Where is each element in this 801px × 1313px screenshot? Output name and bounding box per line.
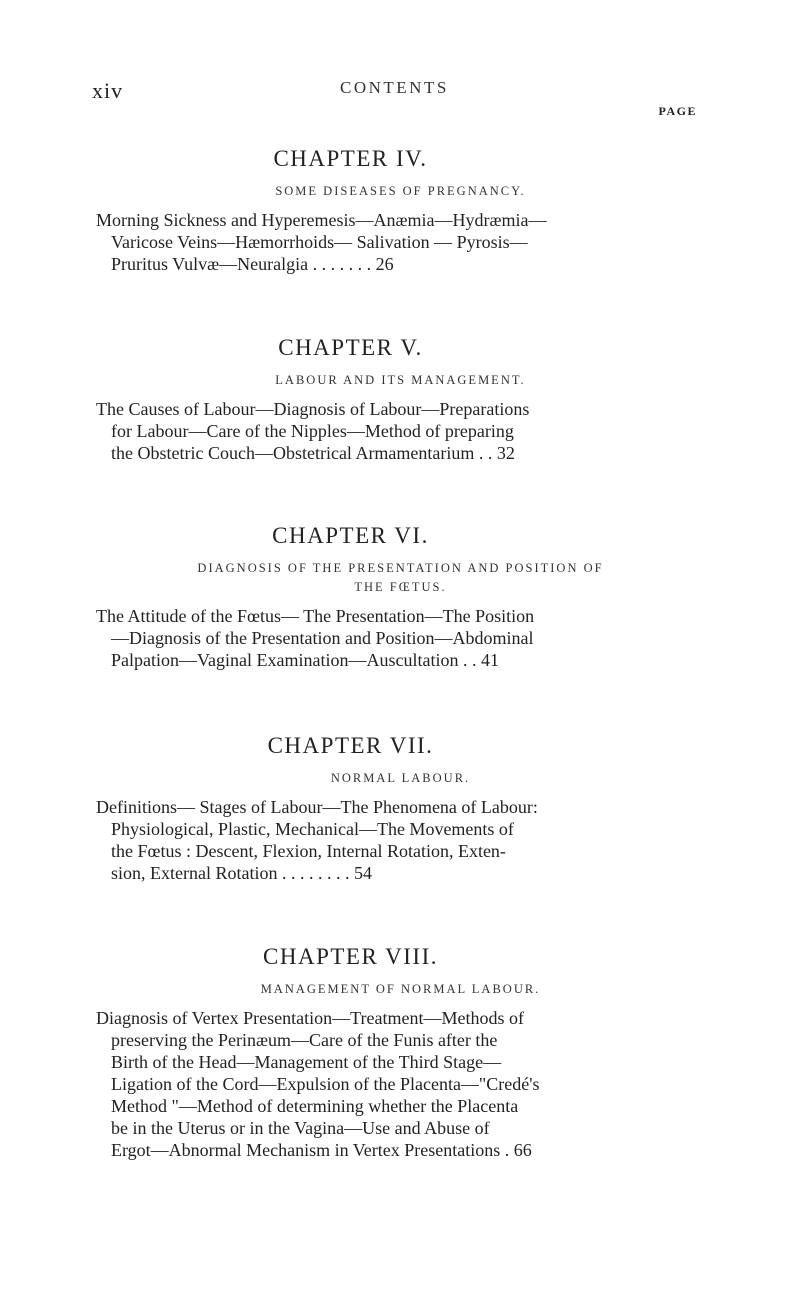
- chapter-subtitle: DIAGNOSIS OF THE PRESENTATION AND POSITION OF: [197, 561, 604, 575]
- chapter-subtitle-line-2: THE FŒTUS.: [354, 580, 447, 594]
- description-line: Palpation—Vaginal Examination—Auscultation . . 41: [111, 650, 499, 670]
- page-column-label: PAGE: [658, 104, 697, 118]
- chapter-v: [0, 335, 801, 464]
- chapter-vi: [0, 523, 801, 671]
- description-line: The Attitude of the Fœtus— The Presentation—The Position: [96, 606, 535, 626]
- chapter-viii: [0, 944, 801, 1161]
- chapter-title: CHAPTER VII.: [267, 733, 434, 758]
- chapter-description: [96, 796, 708, 884]
- chapter-description: [96, 209, 708, 275]
- page-number: xiv: [92, 78, 124, 103]
- description-line: Physiological, Plastic, Mechanical—The Movements of: [111, 819, 514, 839]
- description-line: Pruritus Vulvæ—Neuralgia . . . . . . . 26: [111, 254, 394, 274]
- chapter-subtitle: SOME DISEASES OF PREGNANCY.: [275, 184, 526, 198]
- chapter-iv: [0, 146, 801, 275]
- description-line: the Obstetric Couch—Obstetrical Armamentarium . . 32: [111, 443, 515, 463]
- description-line: The Causes of Labour—Diagnosis of Labour—Preparations: [96, 399, 530, 419]
- description-line: for Labour—Care of the Nipples—Method of preparing: [111, 421, 514, 441]
- chapter-subtitle: NORMAL LABOUR.: [330, 771, 471, 785]
- description-line: preserving the Perinæum—Care of the Funis after the: [111, 1030, 498, 1050]
- description-line: be in the Uterus or in the Vagina—Use and Abuse of: [111, 1118, 490, 1138]
- chapter-title: CHAPTER V.: [278, 335, 423, 360]
- description-line: Ergot—Abnormal Mechanism in Vertex Presentations . 66: [111, 1140, 532, 1160]
- description-line: Definitions— Stages of Labour—The Phenomena of Labour:: [96, 797, 538, 817]
- description-line: the Fœtus : Descent, Flexion, Internal Rotation, Exten-: [111, 841, 506, 861]
- description-line: Birth of the Head—Management of the Third Stage—: [111, 1052, 502, 1072]
- chapter-description: [96, 1007, 708, 1161]
- description-line: —Diagnosis of the Presentation and Position—Abdominal: [111, 628, 534, 648]
- chapter-subtitle: LABOUR AND ITS MANAGEMENT.: [275, 373, 526, 387]
- description-line: sion, External Rotation . . . . . . . . 54: [111, 863, 372, 883]
- description-line: Diagnosis of Vertex Presentation—Treatment—Methods of: [96, 1008, 524, 1028]
- chapter-description: [96, 605, 708, 671]
- chapter-vii: [0, 733, 801, 884]
- running-title: CONTENTS: [340, 78, 449, 97]
- description-line: Varicose Veins—Hæmorrhoids— Salivation — Pyrosis—: [111, 232, 528, 252]
- chapter-title: CHAPTER IV.: [273, 146, 428, 171]
- description-line: Ligation of the Cord—Expulsion of the Placenta—"Credé's: [111, 1074, 540, 1094]
- chapter-title: CHAPTER VIII.: [263, 944, 438, 969]
- description-line: Morning Sickness and Hyperemesis—Anæmia—Hydræmia—: [96, 210, 547, 230]
- description-line: Method "—Method of determining whether the Placenta: [111, 1096, 519, 1116]
- chapter-subtitle: MANAGEMENT OF NORMAL LABOUR.: [260, 982, 541, 996]
- chapter-description: [96, 398, 708, 464]
- chapter-title: CHAPTER VI.: [272, 523, 429, 548]
